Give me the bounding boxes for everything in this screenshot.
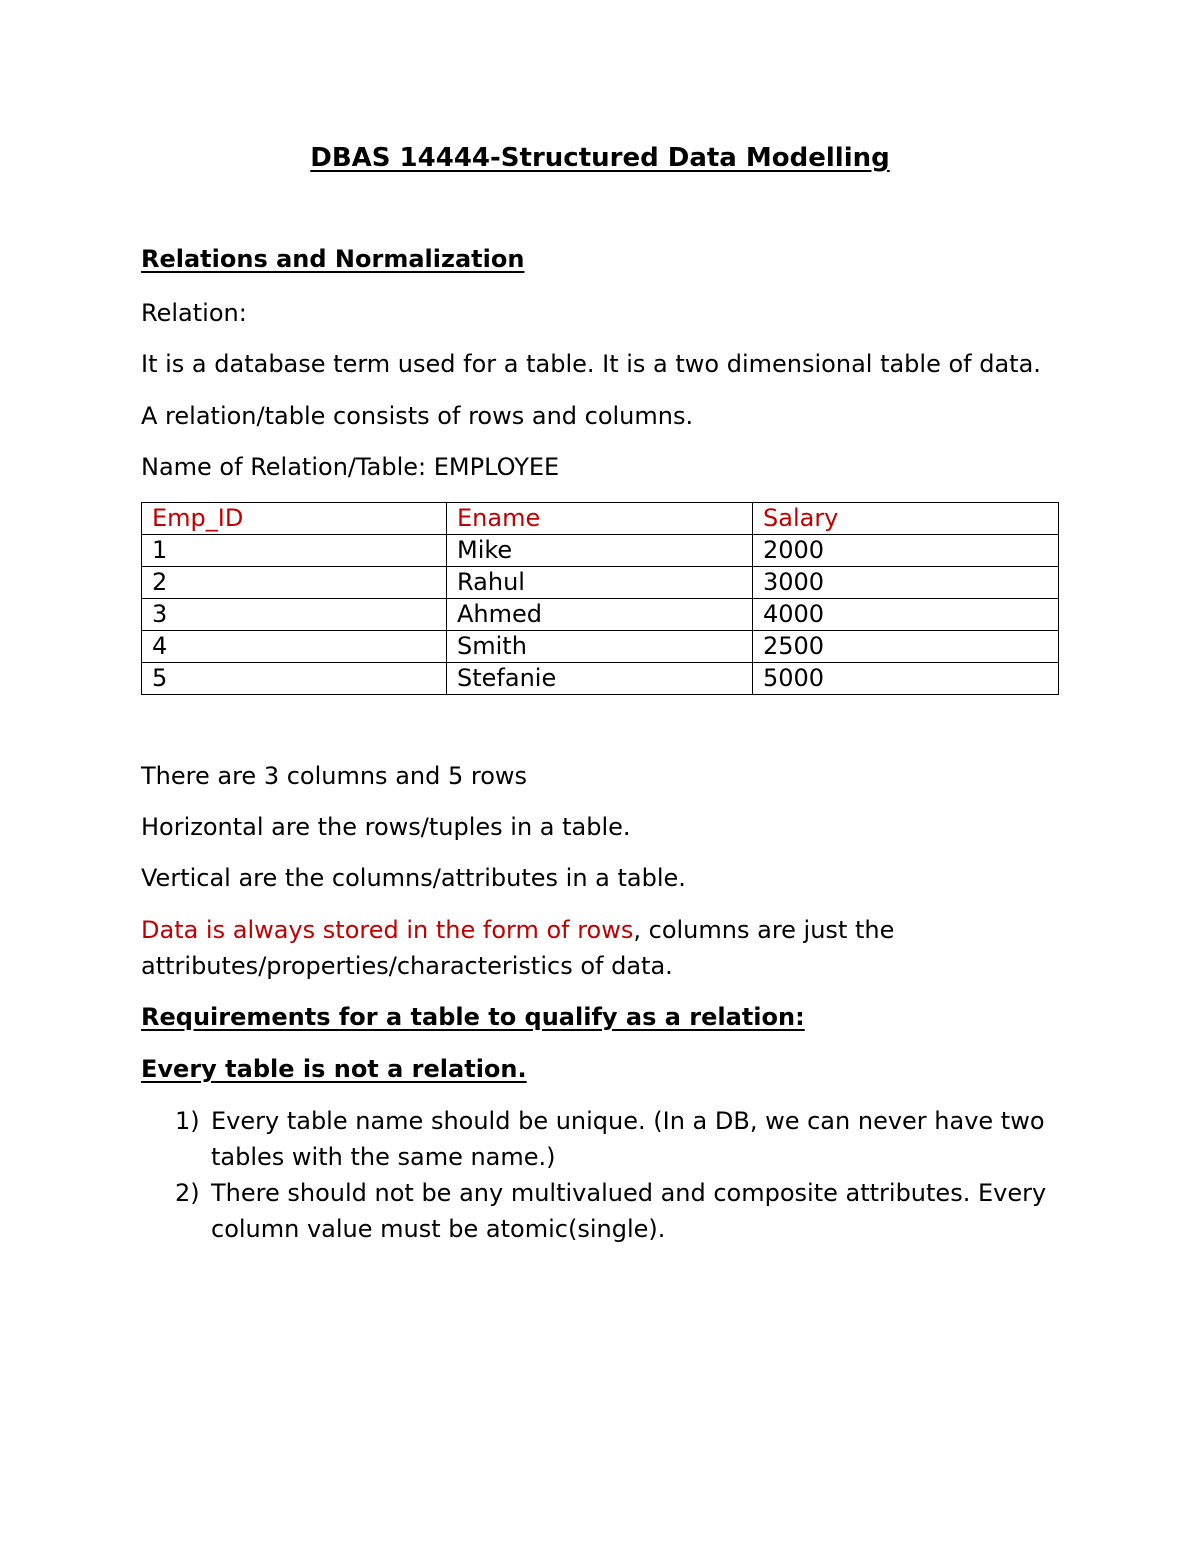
table-cell: 5000 — [753, 663, 1059, 695]
paragraph-rows-columns: A relation/table consists of rows and columns. — [141, 402, 694, 430]
table-header-cell: Ename — [447, 503, 753, 535]
table-row — [142, 631, 1059, 663]
table-row — [142, 567, 1059, 599]
table-row — [142, 599, 1059, 631]
table-cell: 3000 — [753, 567, 1059, 599]
highlighted-text: Data is always stored in the form of rows — [141, 916, 634, 944]
paragraph-horizontal: Horizontal are the rows/tuples in a table. — [141, 813, 631, 841]
table-cell: Rahul — [447, 567, 753, 599]
table-cell: 4000 — [753, 599, 1059, 631]
table-cell: Smith — [447, 631, 753, 663]
table-header-row — [142, 503, 1059, 535]
table-cell: 2000 — [753, 535, 1059, 567]
employee-table — [141, 502, 1059, 695]
paragraph-data-storage-continued: attributes/properties/characteristics of data. — [141, 952, 673, 980]
list-item-text: Every table name should be unique. (In a DB, we can never have two tables with the same name.) — [211, 1107, 1045, 1171]
paragraph-table-name: Name of Relation/Table: EMPLOYEE — [141, 453, 560, 481]
table-cell: 1 — [142, 535, 447, 567]
table-row — [142, 535, 1059, 567]
section-heading: Relations and Normalization — [141, 245, 525, 273]
paragraph-data-storage — [141, 916, 894, 944]
list-number: 2) — [175, 1179, 200, 1207]
table-cell: 5 — [142, 663, 447, 695]
list-item — [175, 1103, 1071, 1175]
requirements-list — [175, 1103, 1071, 1247]
table-header-cell: Emp_ID — [142, 503, 447, 535]
table-cell: 4 — [142, 631, 447, 663]
list-item-text: There should not be any multivalued and composite attributes. Every column value must be atomic(single). — [211, 1179, 1047, 1243]
not-relation-heading: Every table is not a relation. — [141, 1055, 527, 1083]
table-cell: Stefanie — [447, 663, 753, 695]
relation-label: Relation: — [141, 299, 247, 327]
list-item — [175, 1175, 1071, 1247]
table-cell: 2500 — [753, 631, 1059, 663]
requirements-heading: Requirements for a table to qualify as a relation: — [141, 1003, 805, 1031]
table-cell: Mike — [447, 535, 753, 567]
paragraph-definition: It is a database term used for a table. It is a two dimensional table of data. — [141, 350, 1041, 378]
table-header-cell: Salary — [753, 503, 1059, 535]
table-row — [142, 663, 1059, 695]
paragraph-text: , columns are just the — [633, 916, 895, 944]
document-title: DBAS 14444-Structured Data Modelling — [310, 143, 890, 173]
paragraph-count: There are 3 columns and 5 rows — [141, 762, 528, 790]
list-number: 1) — [175, 1107, 200, 1135]
table-cell: Ahmed — [447, 599, 753, 631]
table-cell: 3 — [142, 599, 447, 631]
paragraph-vertical: Vertical are the columns/attributes in a table. — [141, 864, 686, 892]
table-cell: 2 — [142, 567, 447, 599]
